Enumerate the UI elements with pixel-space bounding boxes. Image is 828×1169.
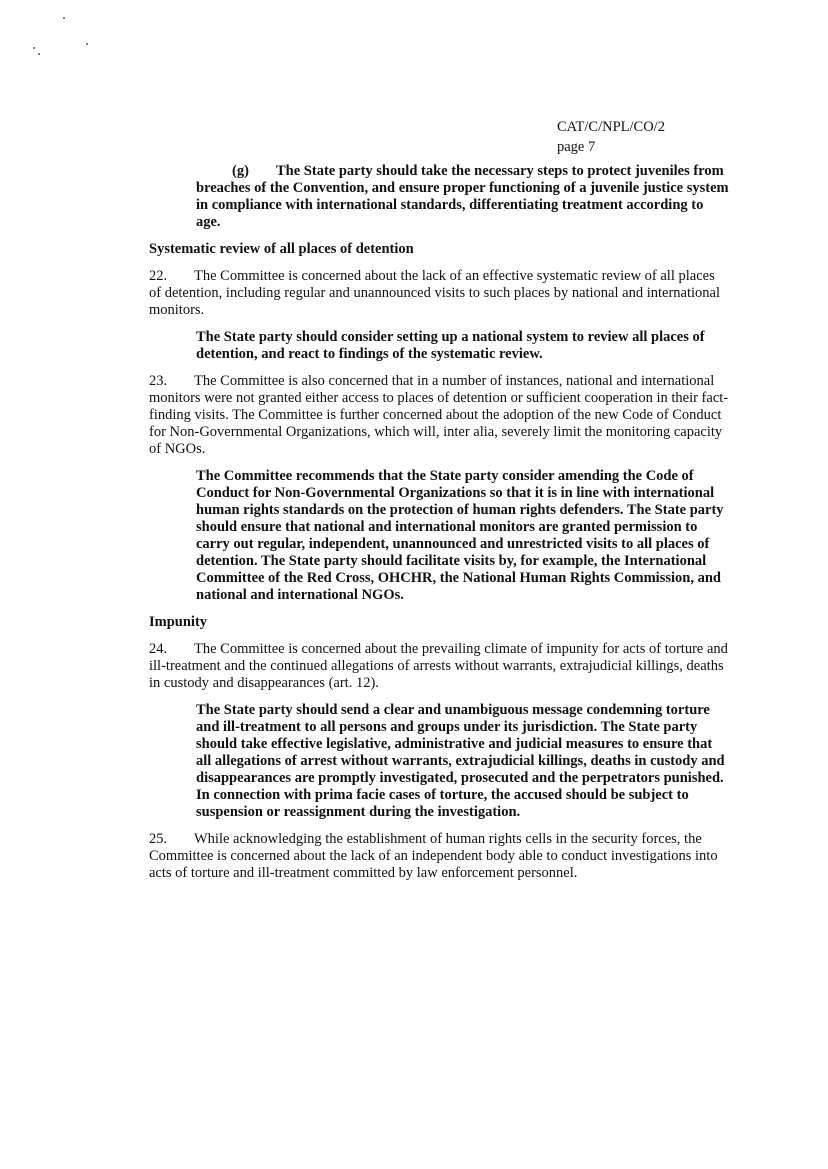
scan-speck: [38, 53, 40, 55]
paragraph-24: [149, 641, 729, 692]
paragraph-23: [149, 373, 729, 458]
recommendation-g: [196, 163, 729, 231]
paragraph-number: 22.: [149, 268, 168, 284]
section-heading-detention: Systematic review of all places of detention: [149, 241, 414, 257]
paragraph-number: 23.: [149, 373, 168, 389]
recommendation-24: The State party should send a clear and unambiguous message condemning torture and ill-treatment to all persons and groups under its jurisdiction. The State party should take effective legislative, administrative and judicial measures to ensure that all allegations of arrest without warrants, extrajudicial killings, deaths in custody and disappearances are promptly investigated, prosecuted and the perpetrators punished. In connection with prima facie cases of torture, the accused should be subject to suspension or reassignment during the investigation.: [196, 702, 725, 820]
scan-speck: [33, 47, 35, 49]
page-header: [557, 117, 665, 157]
recommendation-23: The Committee recommends that the State party consider amending the Code of Conduct for Non-Governmental Organizations so that it is in line with international human rights standards on the protection of human rights defenders. The State party should ensure that national and international monitors are granted permission to carry out regular, independent, unannounced and unrestricted visits to all places of detention. The State party should facilitate visits by, for example, the International Committee of the Red Cross, OHCHR, the National Human Rights Commission, and national and international NGOs.: [196, 468, 724, 603]
recommendation-22: The State party should consider setting up a national system to review all places of detention, and react to findings of the systematic review.: [196, 329, 705, 362]
paragraph-22: [149, 268, 729, 319]
section-heading-impunity: Impunity: [149, 614, 208, 630]
document-symbol: CAT/C/NPL/CO/2: [557, 119, 665, 135]
paragraph-text: The Committee is also concerned that in a number of instances, national and international monitors were not granted either access to places of detention or sufficient cooperation in their fact-finding visits. The Committee is further concerned about the adoption of the new Code of Conduct for Non-Governmental Organizations, which will, inter alia, severely limit the monitoring capacity of NGOs.: [149, 373, 729, 457]
document-body: [149, 163, 729, 882]
paragraph-text: The Committee is concerned about the lack of an effective systematic review of all places of detention, including regular and unannounced visits to such places by national and international monitors.: [149, 268, 720, 318]
scan-speck: [63, 17, 65, 19]
paragraph-text: While acknowledging the establishment of human rights cells in the security forces, the Committee is concerned about the lack of an independent body able to conduct investigations into acts of torture and ill-treatment committed by law enforcement personnel.: [149, 831, 718, 881]
paragraph-number: 25.: [149, 831, 168, 847]
paragraph-text: The Committee is concerned about the prevailing climate of impunity for acts of torture and ill-treatment and the continued allegations of arrests without warrants, extrajudicial killings, deaths in custody and disappearances (art. 12).: [149, 641, 728, 691]
paragraph-number: 24.: [149, 641, 168, 657]
recommendation-g-text: The State party should take the necessary steps to protect juveniles from breaches of the Convention, and ensure proper functioning of a juvenile justice system in compliance with international standards, differentiating treatment according to age.: [196, 163, 729, 230]
page-number: page 7: [557, 139, 596, 155]
paragraph-25: [149, 831, 729, 882]
item-marker: (g): [232, 163, 249, 179]
scan-speck: [86, 43, 88, 45]
